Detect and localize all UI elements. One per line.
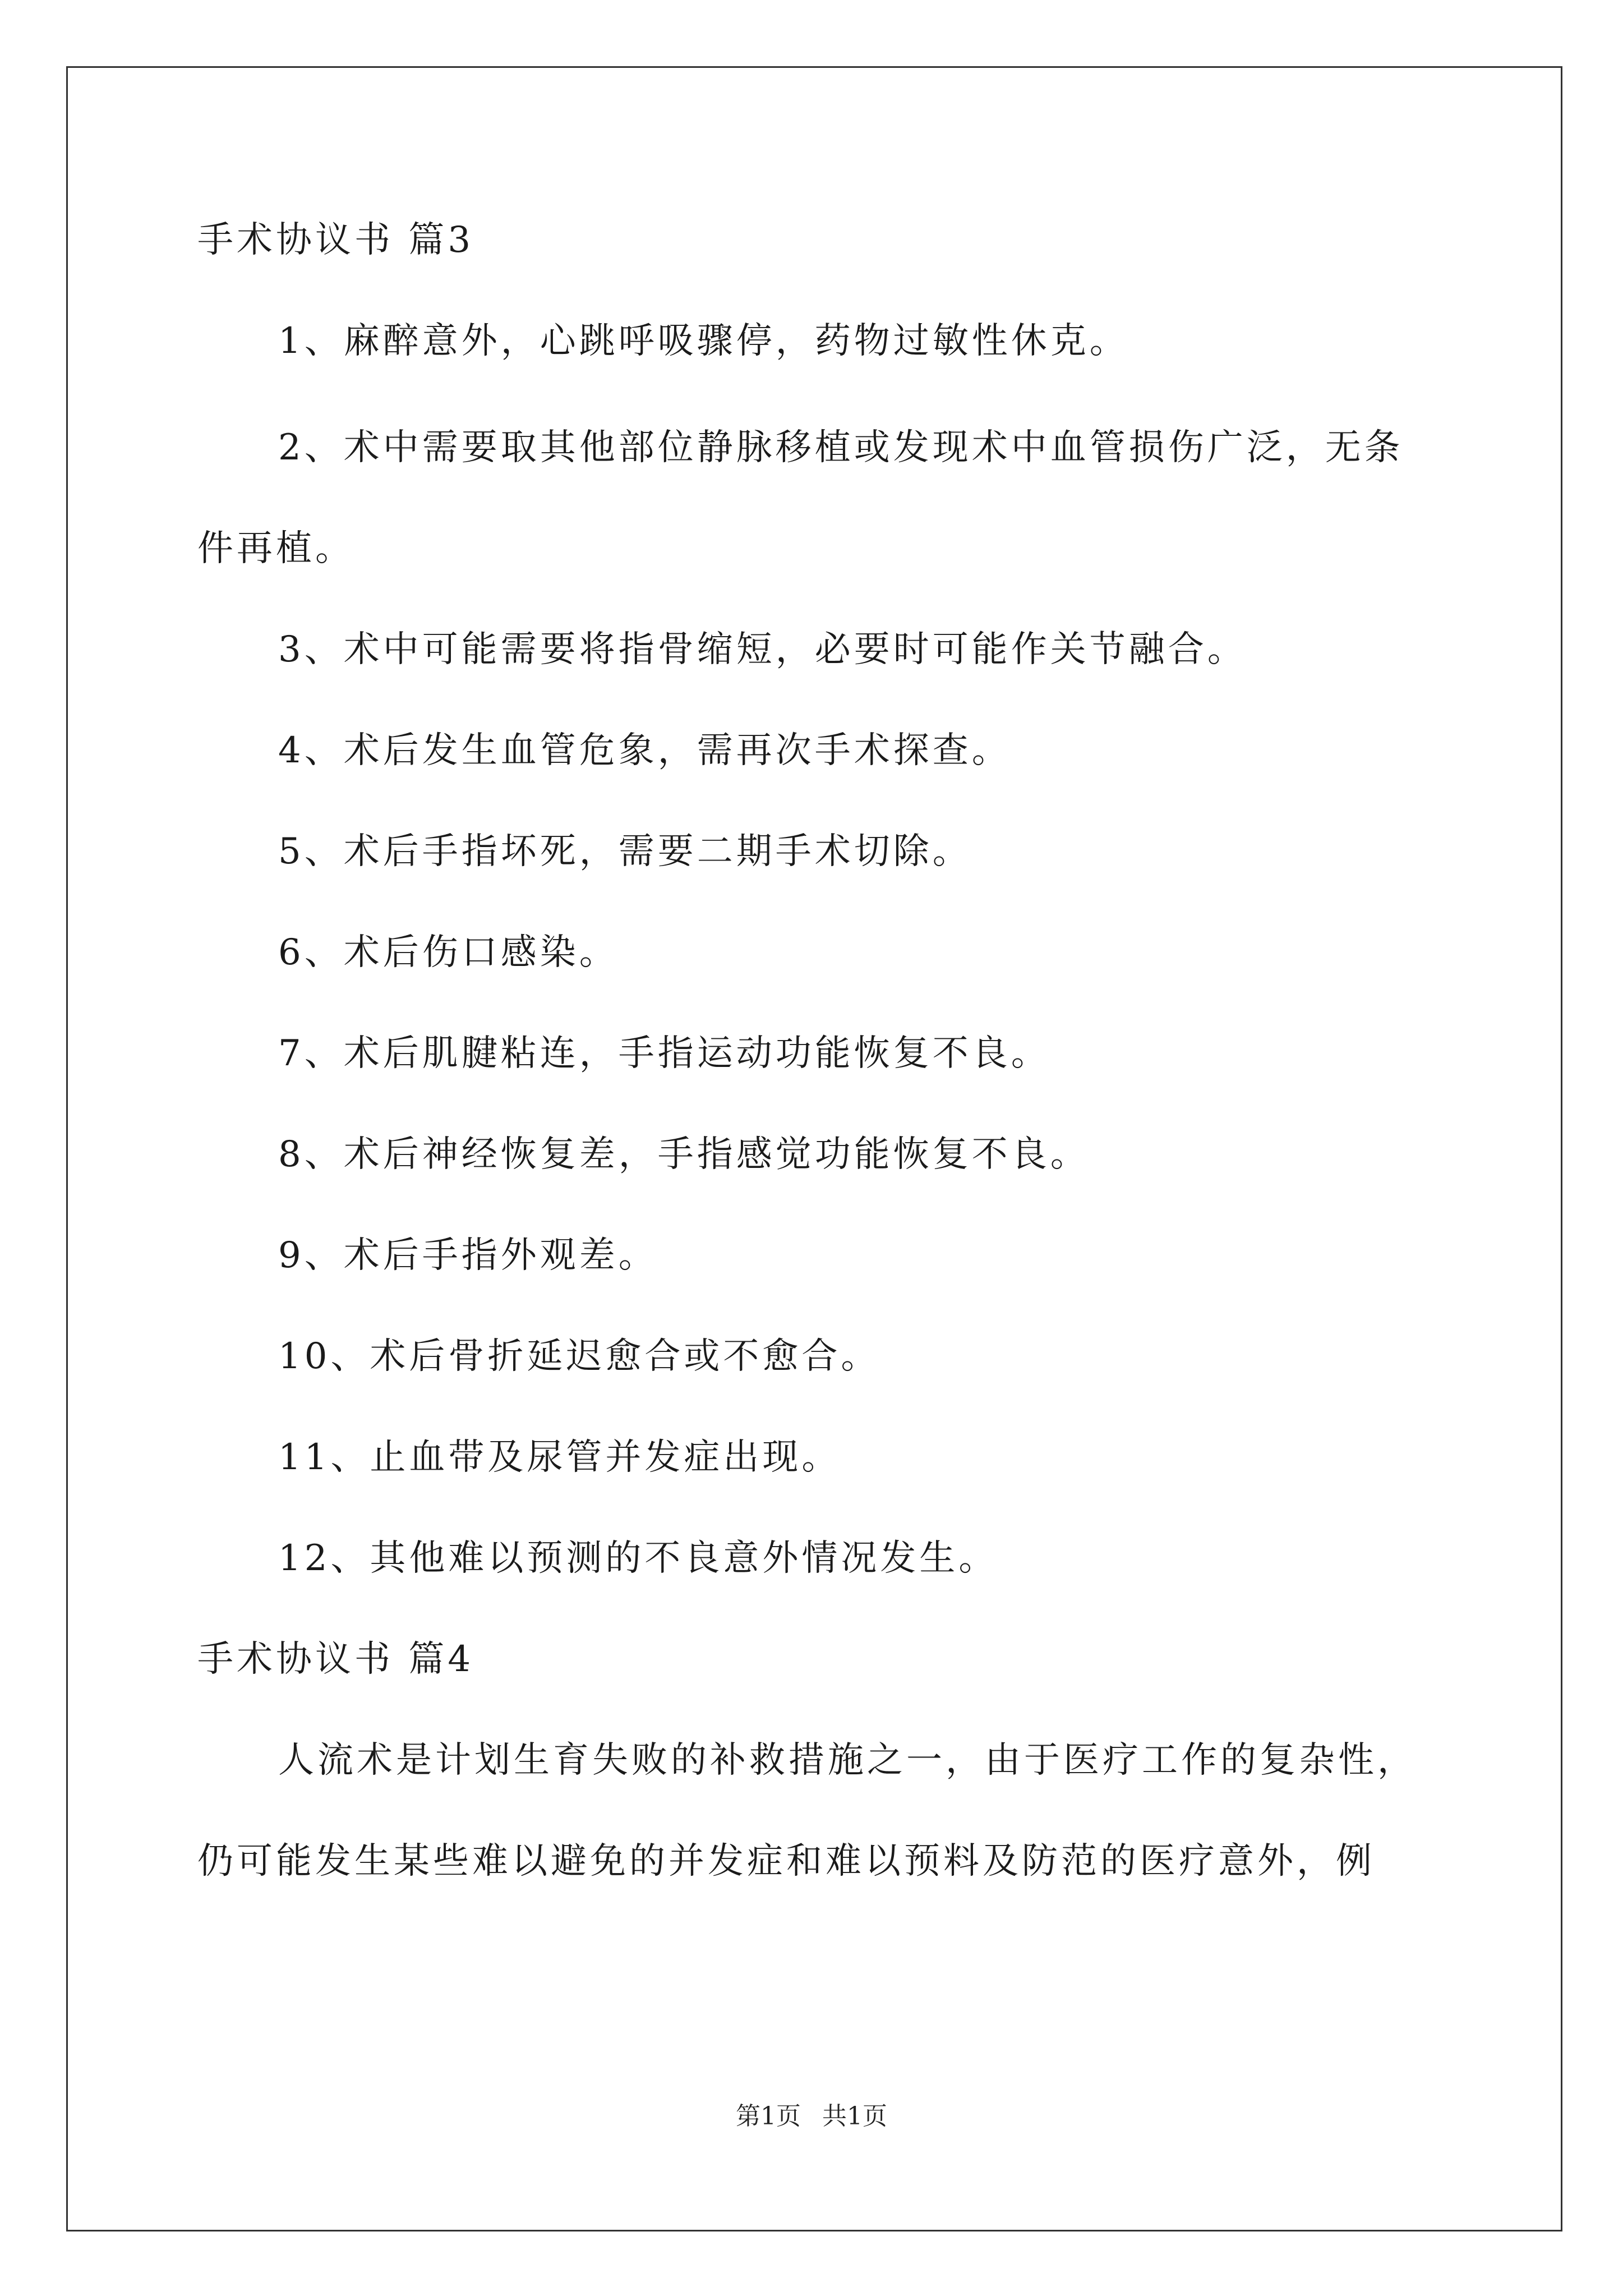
page-footer — [0, 2101, 1623, 2132]
list-item-9: 9、术后手指外观差。 — [278, 1235, 658, 1276]
list-item-4: 4、术后发生血管危象，需再次手术探查。 — [278, 730, 1011, 771]
paragraph-line-2: 仍可能发生某些难以避免的并发症和难以预料及防范的医疗意外，例 — [197, 1841, 1375, 1882]
list-item-5: 5、术后手指坏死，需要二期手术切除。 — [278, 831, 972, 872]
section-heading-3: 手术协议书 篇3 — [197, 219, 474, 261]
list-item-3: 3、术中可能需要将指骨缩短，必要时可能作关节融合。 — [278, 629, 1247, 670]
list-item-8: 8、术后神经恢复差，手指感觉功能恢复不良。 — [278, 1134, 1090, 1175]
paragraph-line-1: 人流术是计划生育失败的补救措施之一，由于医疗工作的复杂性， — [278, 1740, 1417, 1781]
list-item-2: 2、术中需要取其他部位静脉移植或发现术中血管损伤广泛，无条 — [278, 427, 1404, 468]
list-item-2-continuation: 件再植。 — [197, 528, 354, 569]
page-total: 共1页 — [822, 2102, 887, 2131]
page-number: 第1页 — [736, 2102, 801, 2131]
list-item-7: 7、术后肌腱粘连，手指运动功能恢复不良。 — [278, 1033, 1050, 1074]
list-item-11: 11、止血带及尿管并发症出现。 — [278, 1437, 841, 1478]
list-item-1: 1、麻醉意外，心跳呼吸骤停，药物过敏性休克。 — [278, 320, 1129, 362]
list-item-12: 12、其他难以预测的不良意外情况发生。 — [278, 1538, 998, 1579]
list-item-10: 10、术后骨折延迟愈合或不愈合。 — [278, 1336, 880, 1377]
list-item-6: 6、术后伤口感染。 — [278, 932, 619, 973]
section-heading-4: 手术协议书 篇4 — [197, 1639, 474, 1680]
